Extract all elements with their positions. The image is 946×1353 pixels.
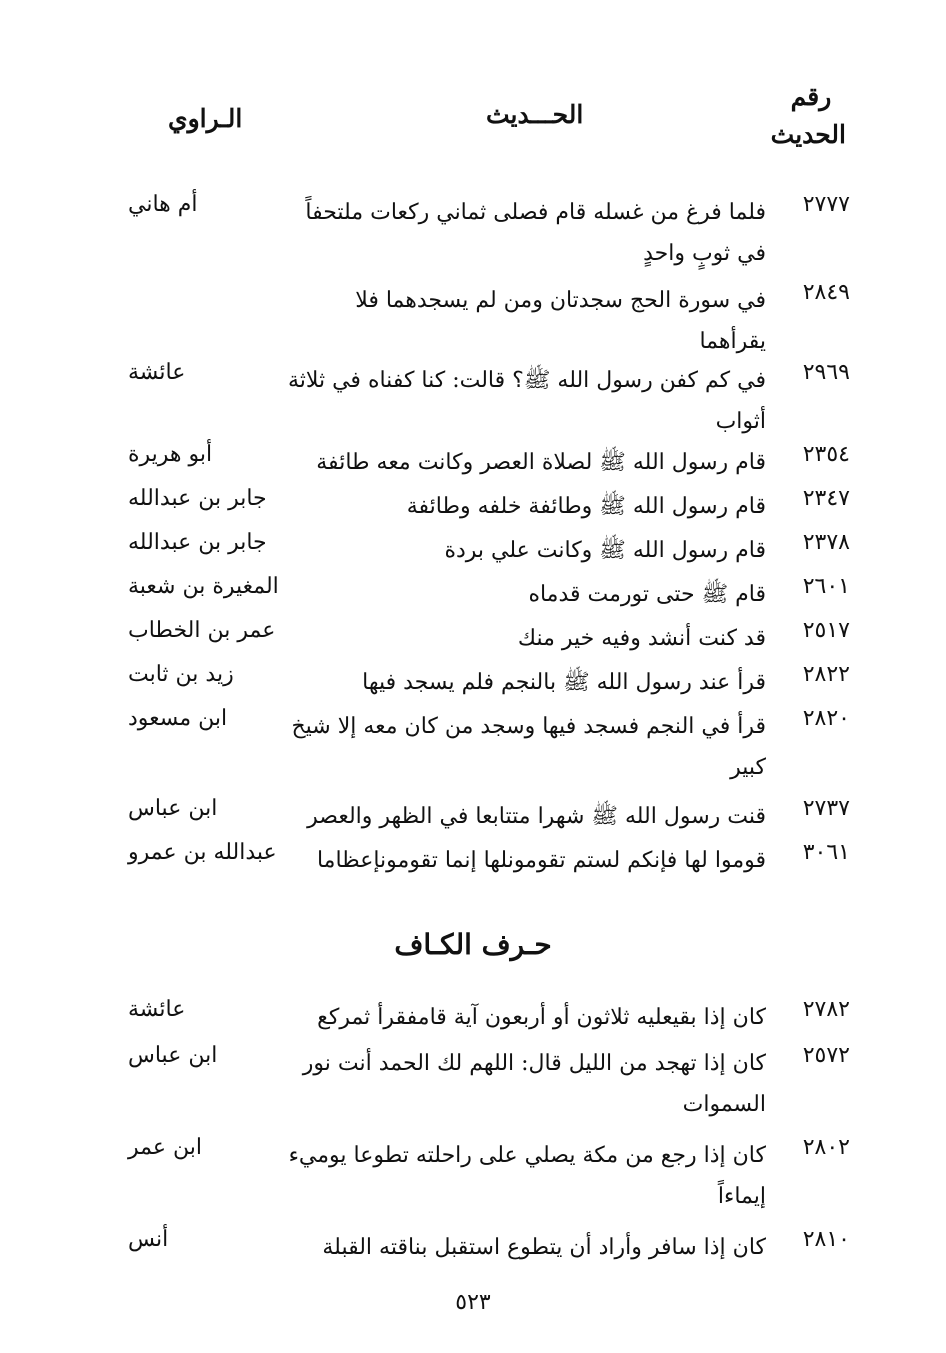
table-row <box>0 618 946 662</box>
hadith-text: قرأ عند رسول الله ﷺ بالنجم فلم يسجد فيها <box>362 670 766 695</box>
hadith-number: ٢٦٠١ <box>802 574 850 599</box>
narrator: ابن عباس <box>128 1043 218 1068</box>
table-row <box>0 796 946 840</box>
narrator: المغيرة بن شعبة <box>128 574 279 599</box>
hadith-text: قام رسول الله ﷺ وطائفة خلفه وطائفة <box>406 494 766 519</box>
hadith-text: قرأ في النجم فسجد فيها وسجد من كان معه إلا شيخ كبير <box>291 714 766 780</box>
table-row <box>0 662 946 706</box>
hadith-text: في سورة الحج سجدتان ومن لم يسجدهما فلا يقرأهما <box>355 288 766 354</box>
narrator: أبو هريرة <box>128 442 213 467</box>
page-number: ٥٢٣ <box>455 1290 491 1315</box>
section-title: حـرف الكـاف <box>394 928 552 961</box>
hadith-number: ٢٨٠٢ <box>802 1135 850 1160</box>
hadith-number: ٢٣٧٨ <box>802 530 850 555</box>
entries-group-2 <box>0 997 946 1273</box>
narrator: عائشة <box>128 360 186 385</box>
hadith-number: ٢٩٦٩ <box>802 360 850 385</box>
hadith-number: ٢٣٤٧ <box>802 486 850 511</box>
narrator: جابر بن عبدالله <box>128 486 267 511</box>
hadith-text: قام ﷺ حتى تورمت قدماه <box>528 582 766 607</box>
entries-group-1 <box>0 192 946 884</box>
hadith-text: قام رسول الله ﷺ وكانت علي بردة <box>444 538 766 563</box>
narrator: أنس <box>128 1227 169 1252</box>
hadith-text: كان إذا سافر وأراد أن يتطوع استقبل بناقته القبلة <box>322 1235 766 1260</box>
hadith-number: ٢٨٢٢ <box>802 662 850 687</box>
hadith-number: ٣٠٦١ <box>802 840 850 865</box>
narrator: زيد بن ثابت <box>128 662 234 687</box>
table-row <box>0 486 946 530</box>
table-row <box>0 997 946 1043</box>
hadith-text: كان إذا تهجد من الليل قال: اللهم لك الحمد أنت نور السموات <box>302 1051 766 1117</box>
hadith-number: ٢٥٧٢ <box>802 1043 850 1068</box>
hadith-text: قد كنت أنشد وفيه خير منك <box>517 626 766 651</box>
table-header <box>0 78 946 158</box>
table-row <box>0 530 946 574</box>
hadith-text: كان إذا رجع من مكة يصلي على راحلته تطوعا يوميء إيماءاً <box>288 1143 766 1209</box>
table-row <box>0 1135 946 1227</box>
hadith-number: ٢٨٤٩ <box>802 280 850 305</box>
table-row <box>0 280 946 360</box>
hadith-text: في كم كفن رسول الله ﷺ؟ قالت: كنا كفناه في ثلاثة أثواب <box>287 368 766 434</box>
hadith-text: قوموا لها فإنكم لستم تقومونلها إنما تقومونإعظاما <box>316 848 766 873</box>
narrator: أم هاني <box>128 192 198 217</box>
table-row <box>0 442 946 486</box>
hadith-number: ٢٧٣٧ <box>802 796 850 821</box>
table-row <box>0 1043 946 1135</box>
hadith-text: فلما فرغ من غسله قام فصلى ثماني ركعات ملتحفاً في ثوبٍ واحدٍ <box>305 200 766 266</box>
hadith-number: ٢٧٧٧ <box>802 192 850 217</box>
table-row <box>0 360 946 442</box>
header-narrator: الـراوي <box>168 104 243 133</box>
narrator: جابر بن عبدالله <box>128 530 267 555</box>
hadith-text: كان إذا بقيعليه ثلاثون أو أربعون آية قامفقرأ ثمركع <box>317 1005 766 1030</box>
hadith-number: ٢٥١٧ <box>802 618 850 643</box>
narrator: ابن عمر <box>128 1135 202 1160</box>
narrator: عبدالله بن عمرو <box>128 840 277 865</box>
hadith-text: قنت رسول الله ﷺ شهرا متتابعا في الظهر والعصر <box>307 804 766 829</box>
hadith-text: قام رسول الله ﷺ لصلاة العصر وكانت معه طائفة <box>316 450 766 475</box>
header-hadith: الحـــديث <box>486 100 584 129</box>
table-row <box>0 192 946 280</box>
table-row <box>0 574 946 618</box>
narrator: عمر بن الخطاب <box>128 618 276 643</box>
hadith-number: ٢٣٥٤ <box>802 442 850 467</box>
header-hadith-number: رقم الحديث <box>770 82 846 149</box>
narrator: ابن عباس <box>128 796 218 821</box>
narrator: عائشة <box>128 997 186 1022</box>
hadith-number: ٢٨١٠ <box>802 1227 850 1252</box>
table-row <box>0 1227 946 1273</box>
table-row <box>0 840 946 884</box>
narrator: ابن مسعود <box>128 706 228 731</box>
hadith-number: ٢٧٨٢ <box>802 997 850 1022</box>
hadith-number: ٢٨٢٠ <box>802 706 850 731</box>
table-row <box>0 706 946 796</box>
